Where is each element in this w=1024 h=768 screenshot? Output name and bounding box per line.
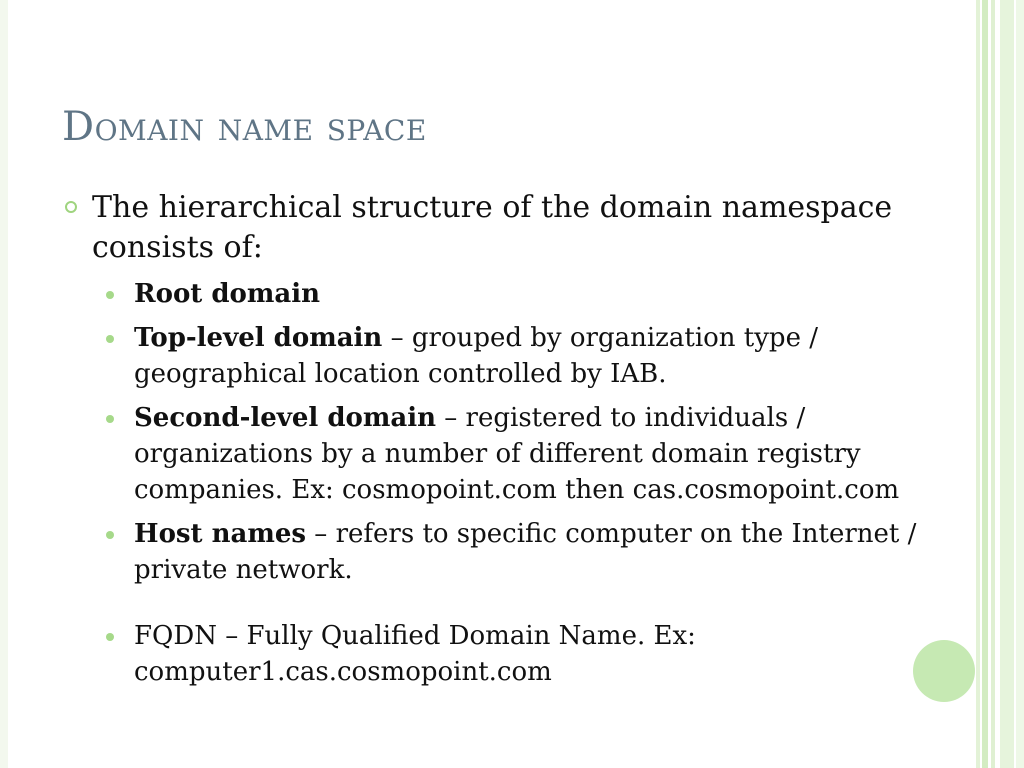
dot-bullet-icon <box>106 531 114 539</box>
item-term: Second-level domain <box>134 403 437 433</box>
intro-text: The hierarchical structure of the domain namespace consists of: <box>92 190 893 265</box>
right-stripe-decoration <box>976 0 980 768</box>
right-stripe-decoration <box>1000 0 1014 768</box>
intro-bullet <box>62 188 952 268</box>
left-edge-decoration <box>0 0 8 768</box>
item-text: – refers to specific computer on the Internet / private network. <box>134 519 917 585</box>
item-text: – grouped by organization type / geographical location controlled by IAB. <box>134 323 818 389</box>
dot-bullet-icon <box>106 415 114 423</box>
fqdn-text: FQDN – Fully Qualified Domain Name. Ex: computer1.cas.cosmopoint.com <box>134 621 696 687</box>
dot-bullet-icon <box>106 335 114 343</box>
item-text: – registered to individuals / organizations by a number of different domain registry companies. Ex: cosmopoint.com then cas.cosmopoint.com <box>134 403 900 505</box>
item-term: Top-level domain <box>134 323 383 353</box>
list-item-top-level-domain <box>62 320 952 392</box>
item-term: Host names <box>134 519 307 549</box>
list-item-fqdn <box>62 618 952 690</box>
slide-body <box>62 188 952 698</box>
ring-bullet-icon <box>65 201 77 213</box>
right-stripe-decoration <box>991 0 995 768</box>
dot-bullet-icon <box>106 291 114 299</box>
slide-title: Domain name space <box>62 104 427 150</box>
list-item-root-domain <box>62 276 952 312</box>
list-item-host-names <box>62 516 952 588</box>
dot-bullet-icon <box>106 633 114 641</box>
right-stripe-decoration <box>1016 0 1024 768</box>
item-term: Root domain <box>134 279 321 309</box>
right-stripe-decoration <box>982 0 988 768</box>
list-item-second-level-domain <box>62 400 952 508</box>
